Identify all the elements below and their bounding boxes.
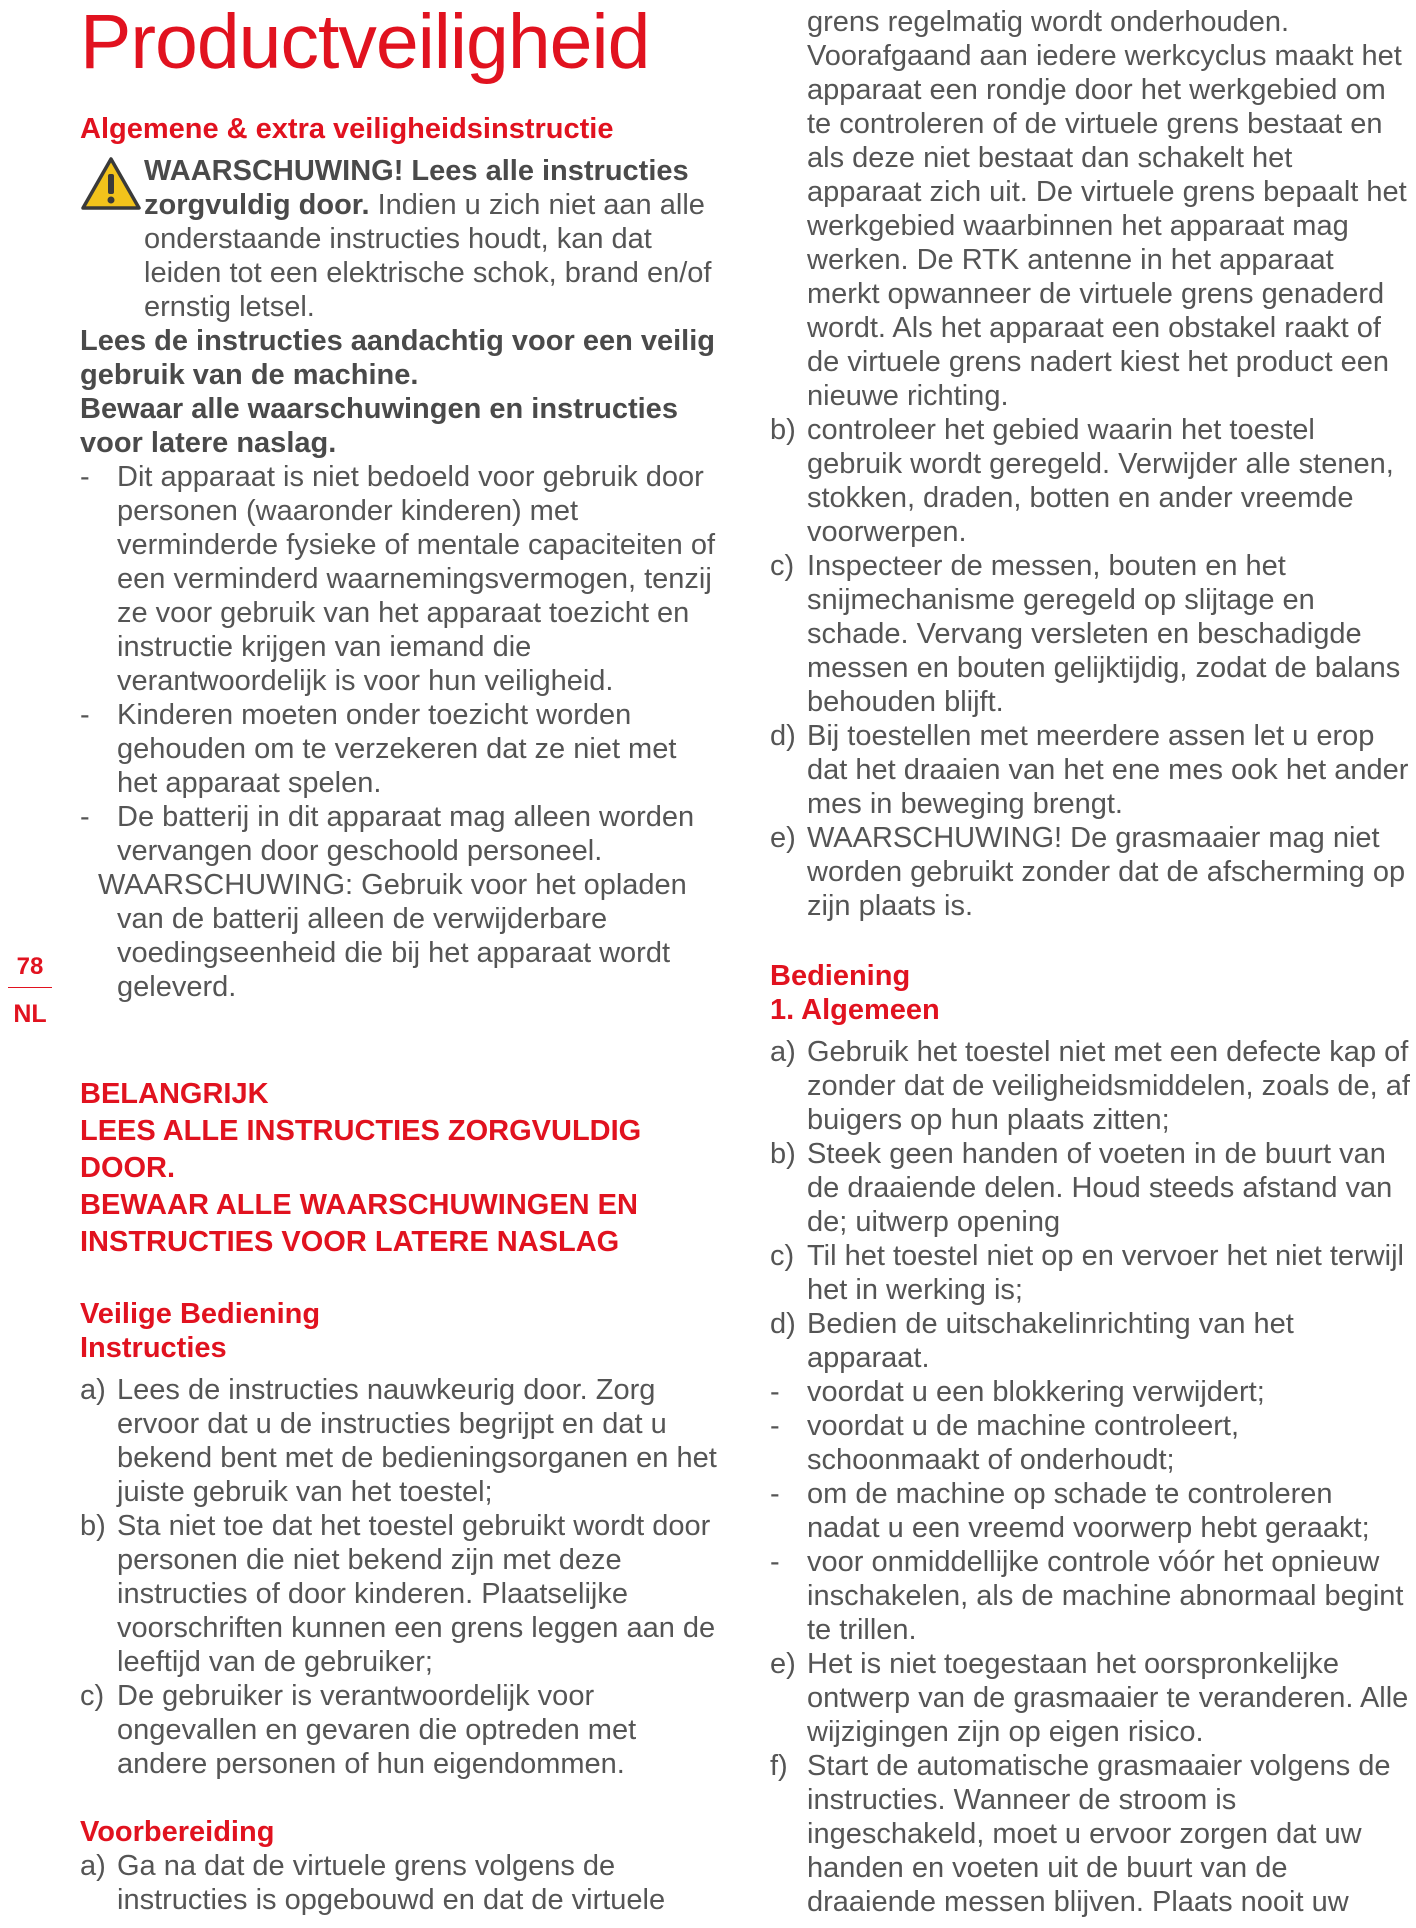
list-marker: c)	[770, 1240, 795, 1272]
list-item-text: Steek geen handen of voeten in de buurt van de draaiende delen. Houd steeds afstand van de; uitwerp opening	[807, 1138, 1393, 1238]
list-item-text: Kinderen moeten onder toezicht worden gehouden om te verzekeren dat ze niet met het apparaat spelen.	[117, 699, 677, 799]
heading-line-1: Veilige Bediening	[80, 1298, 321, 1330]
section-heading-general-safety: Algemene & extra veiligheidsinstructie	[80, 113, 614, 145]
list-marker: a)	[80, 1374, 106, 1406]
list-marker: -	[770, 1376, 780, 1408]
list-marker: -	[770, 1546, 780, 1578]
list-item	[770, 1545, 1410, 1647]
list-marker: b)	[80, 1510, 106, 1542]
warning-paragraph	[80, 154, 720, 324]
list-item-text: voor onmiddellijke controle vóór het opnieuw inschakelen, als de machine abnormaal begint te trillen.	[807, 1546, 1404, 1646]
list-item	[80, 1509, 720, 1679]
list-item	[80, 698, 720, 800]
list-marker: b)	[770, 414, 796, 446]
left-column	[80, 112, 720, 1917]
list-marker: -	[80, 461, 90, 493]
list-marker: a)	[770, 1036, 796, 1068]
list-marker: d)	[770, 1308, 796, 1340]
list-item	[770, 549, 1410, 719]
warning-triangle-icon	[80, 156, 142, 212]
section-heading-operation: Bediening	[770, 960, 911, 992]
list-item-text: Dit apparaat is niet bedoeld voor gebruik door personen (waaronder kinderen) met verminderde fysieke of mentale capaciteiten of een verminderd waarnemingsvermogen, tenzij ze voor gebruik van het apparaat toezicht en instructie krijgen van iemand die verantwoordelijk is voor hun veiligheid.	[117, 461, 716, 697]
section-heading-preparation: Voorbereiding	[80, 1816, 275, 1848]
list-item-text: Inspecteer de messen, bouten en het snijmechanisme geregeld op slijtage en schade. Vervang versleten en beschadigde messen en bouten gelijktijdig, zodat de balans behouden blijft.	[807, 550, 1401, 718]
list-marker: a)	[80, 1850, 106, 1882]
list-marker: b)	[770, 1138, 796, 1170]
list-item	[770, 1647, 1410, 1749]
list-item	[80, 460, 720, 698]
list-item	[80, 1849, 720, 1917]
important-notice	[80, 1076, 720, 1261]
list-marker: f)	[770, 1750, 788, 1782]
list-item	[80, 800, 720, 868]
list-item-text: De gebruiker is verantwoordelijk voor ongevallen en gevaren die optreden met andere personen of hun eigendommen.	[117, 1680, 637, 1780]
list-item	[80, 1373, 720, 1509]
list-marker: e)	[770, 1648, 796, 1680]
list-marker: -	[80, 801, 90, 833]
important-line-2: LEES ALLE INSTRUCTIES ZORGVULDIG DOOR.	[80, 1115, 642, 1184]
list-item	[770, 1749, 1410, 1919]
list-item-text: voordat u een blokkering verwijdert;	[807, 1376, 1265, 1408]
warning-body-text: Indien u zich niet aan alle onderstaande instructies houdt, kan dat leiden tot een elektrische schok, brand en/of ernstig letsel.	[144, 189, 712, 323]
list-item	[770, 1307, 1410, 1375]
list-item	[770, 821, 1410, 923]
list-item-text: WAARSCHUWING! De grasmaaier mag niet worden gebruikt zonder dat de afscherming op zijn plaats is.	[807, 822, 1406, 922]
page-title: Productveiligheid	[80, 0, 650, 85]
list-item	[80, 1679, 720, 1781]
battery-warning: WAARSCHUWING: Gebruik voor het opladen van de batterij alleen de verwijderbare voedingseenheid die bij het apparaat wordt geleverd.	[98, 869, 687, 1003]
important-line-1: BELANGRIJK	[80, 1078, 269, 1110]
list-item-text: Start de automatische grasmaaier volgens de instructies. Wanneer de stroom is ingeschakeld, moet u ervoor zorgen dat uw handen en voeten uit de buurt van de draaiende messen blijven. Plaats nooit uw	[807, 1750, 1391, 1918]
list-marker: c)	[80, 1680, 105, 1712]
list-marker: -	[80, 699, 90, 731]
list-item-text: Bedien de uitschakelinrichting van het apparaat.	[807, 1308, 1294, 1374]
list-item-text: om de machine op schade te controleren nadat u een vreemd voorwerp hebt geraakt;	[807, 1478, 1370, 1544]
list-item-text: voordat u de machine controleert, schoonmaakt of onderhoudt;	[807, 1410, 1240, 1476]
list-item-text: Bij toestellen met meerdere assen let u erop dat het draaien van het ene mes ook het ander mes in beweging brengt.	[807, 720, 1409, 820]
list-marker: c)	[770, 550, 795, 582]
list-item-text: Sta niet toe dat het toestel gebruikt wordt door personen die niet bekend zijn met deze instructies of door kinderen. Plaatselijke voorschriften kunnen een grens leggen aan de leeftijd van de gebruiker;	[117, 1510, 716, 1678]
list-item-text: Ga na dat de virtuele grens volgens de instructies is opgebouwd en dat de virtuele	[117, 1850, 666, 1916]
list-marker: -	[770, 1410, 780, 1442]
list-item	[770, 1375, 1410, 1409]
bold-instruction-2: Bewaar alle waarschuwingen en instructies voor latere naslag.	[80, 393, 678, 459]
warning-bold-text: WAARSCHUWING! Lees alle instructies zorgvuldig door.	[144, 155, 689, 221]
list-item	[770, 1409, 1410, 1477]
heading-line-2: Instructies	[80, 1332, 227, 1364]
page-number: 78	[8, 953, 52, 988]
list-item-text: Lees de instructies nauwkeurig door. Zorg ervoor dat u de instructies begrijpt en dat u bekend bent met de bedieningsorganen en het juiste gebruik van het toestel;	[117, 1374, 717, 1508]
language-code: NL	[13, 1000, 47, 1028]
list-item	[770, 1137, 1410, 1239]
list-item	[770, 1477, 1410, 1545]
list-item	[770, 413, 1410, 549]
list-item-text: controleer het gebied waarin het toestel gebruik wordt geregeld. Verwijder alle stenen, stokken, draden, botten en ander vreemde voorwerpen.	[807, 414, 1394, 548]
list-item-text: De batterij in dit apparaat mag alleen worden vervangen door geschoold personeel.	[117, 801, 695, 867]
subheading-general: 1. Algemeen	[770, 994, 940, 1026]
list-item-text: Het is niet toegestaan het oorspronkelijke ontwerp van de grasmaaier te veranderen. Alle wijzigingen zijn op eigen risico.	[807, 1648, 1409, 1748]
list-item	[770, 719, 1410, 821]
list-marker: -	[770, 1478, 780, 1510]
list-item	[770, 1035, 1410, 1137]
list-item	[770, 1239, 1410, 1307]
preparation-a-continued: grens regelmatig wordt onderhouden. Voorafgaand aan iedere werkcyclus maakt het apparaat een rondje door het werkgebied om te controleren of de virtuele grens bestaat en als deze niet bestaat dan schakelt het apparaat zich uit. De virtuele grens bepaalt het werkgebied waarbinnen het apparaat mag werken. De RTK antenne in het apparaat merkt opwanneer de virtuele grens genaderd wordt. Als het apparaat een obstakel raakt of de virtuele grens nadert kiest het product een nieuwe richting.	[807, 6, 1407, 412]
section-heading-safe-operation	[80, 1297, 720, 1365]
list-item-text: Til het toestel niet op en vervoer het niet terwijl het in werking is;	[807, 1240, 1404, 1306]
list-item-text: Gebruik het toestel niet met een defecte kap of zonder dat de veiligheidsmiddelen, zoals de, af buigers op hun plaats zitten;	[807, 1036, 1410, 1136]
list-marker: d)	[770, 720, 796, 752]
bold-instruction-1: Lees de instructies aandachtig voor een veilig gebruik van de machine.	[80, 325, 715, 391]
page-marker	[8, 953, 52, 1028]
list-marker: e)	[770, 822, 796, 854]
right-column	[770, 5, 1410, 1919]
important-line-3: BEWAAR ALLE WAARSCHUWINGEN EN INSTRUCTIES VOOR LATERE NASLAG	[80, 1189, 638, 1258]
